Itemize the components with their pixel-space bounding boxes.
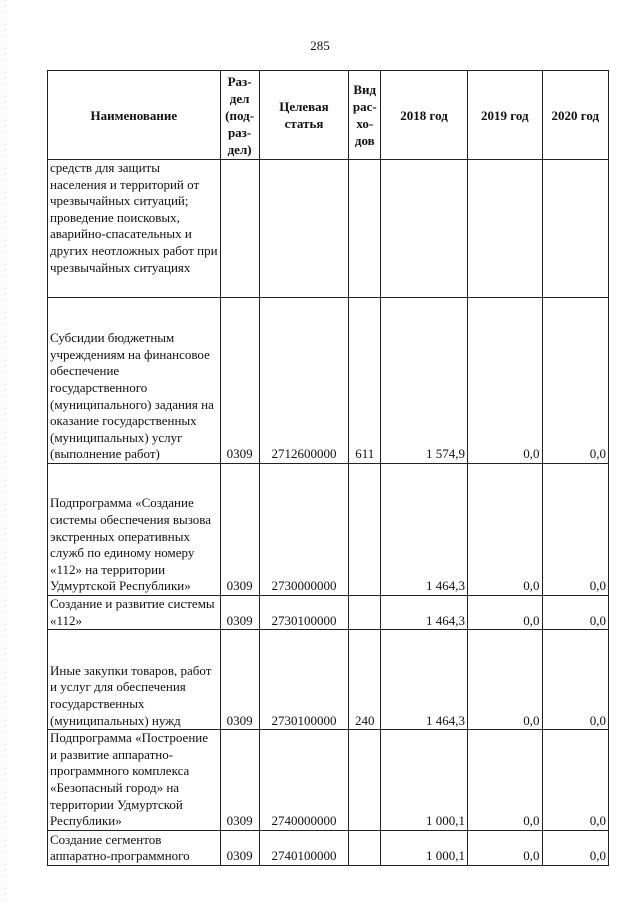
row-2018: 1 464,3 — [381, 464, 468, 596]
row-expense-type — [349, 830, 381, 865]
binding-edge-dots — [5, 0, 6, 905]
row-2019: 0,0 — [467, 298, 542, 464]
table-header-row — [48, 71, 609, 160]
table-row — [48, 830, 609, 865]
row-2019: 0,0 — [467, 464, 542, 596]
row-expense-type — [349, 730, 381, 831]
table-row — [48, 596, 609, 630]
row-2020: 0,0 — [542, 730, 608, 831]
row-name: средств для защиты населения и территорий от чрезвычайных ситуаций; проведение поисковых, аварийно-спасательных и других неотложных работ при чрезвычайных ситуациях — [48, 160, 221, 298]
table-body — [48, 160, 609, 866]
row-article: 2730100000 — [259, 596, 349, 630]
row-article: 2712600000 — [259, 298, 349, 464]
header-2018: 2018 год — [381, 71, 468, 160]
row-expense-type — [349, 464, 381, 596]
row-2020: 0,0 — [542, 298, 608, 464]
row-2018 — [381, 160, 468, 298]
row-expense-type — [349, 160, 381, 298]
header-2020: 2020 год — [542, 71, 608, 160]
row-article: 2740100000 — [259, 830, 349, 865]
row-2020: 0,0 — [542, 464, 608, 596]
budget-table — [47, 70, 609, 866]
row-name: Подпрограмма «Создание системы обеспечения вызова экстренных оперативных служб по единому номеру «112» на территории Удмуртской Республики» — [48, 464, 221, 596]
row-2018: 1 464,3 — [381, 596, 468, 630]
row-2019 — [467, 160, 542, 298]
row-2019: 0,0 — [467, 596, 542, 630]
row-2019: 0,0 — [467, 730, 542, 831]
header-article: Целевая статья — [259, 71, 349, 160]
row-2020: 0,0 — [542, 596, 608, 630]
row-2019: 0,0 — [467, 630, 542, 730]
row-2020: 0,0 — [542, 630, 608, 730]
header-name: Наименование — [48, 71, 221, 160]
table-row — [48, 630, 609, 730]
row-section: 0309 — [220, 630, 259, 730]
page-number: 285 — [310, 38, 330, 53]
row-name: Субсидии бюджетным учреждениям на финансовое обеспечение государственного (муниципального) задания на оказание государственных (муниципальных) услуг (выполнение работ) — [48, 298, 221, 464]
row-2019: 0,0 — [467, 830, 542, 865]
row-name: Создание сегментов аппаратно-программного — [48, 830, 221, 865]
header-2019: 2019 год — [467, 71, 542, 160]
row-2018: 1 464,3 — [381, 630, 468, 730]
row-name: Иные закупки товаров, работ и услуг для обеспечения государственных (муниципальных) нужд — [48, 630, 221, 730]
row-2018: 1 574,9 — [381, 298, 468, 464]
row-article: 2730100000 — [259, 630, 349, 730]
row-article: 2740000000 — [259, 730, 349, 831]
table-row — [48, 730, 609, 831]
header-expense-type: Вид рас- хо- дов — [349, 71, 381, 160]
row-2020: 0,0 — [542, 830, 608, 865]
row-2018: 1 000,1 — [381, 730, 468, 831]
row-2018: 1 000,1 — [381, 830, 468, 865]
header-section: Раз- дел (под- раз- дел) — [220, 71, 259, 160]
row-name: Создание и развитие системы «112» — [48, 596, 221, 630]
row-article — [259, 160, 349, 298]
row-section: 0309 — [220, 730, 259, 831]
row-section: 0309 — [220, 596, 259, 630]
row-article: 2730000000 — [259, 464, 349, 596]
table-row — [48, 464, 609, 596]
row-section: 0309 — [220, 298, 259, 464]
row-section: 0309 — [220, 830, 259, 865]
row-section: 0309 — [220, 464, 259, 596]
table-row — [48, 160, 609, 298]
row-expense-type — [349, 596, 381, 630]
row-name: Подпрограмма «Построение и развитие аппаратно-программного комплекса «Безопасный город» на территории Удмуртской Республики» — [48, 730, 221, 831]
row-expense-type: 611 — [349, 298, 381, 464]
row-expense-type: 240 — [349, 630, 381, 730]
row-2020 — [542, 160, 608, 298]
row-section — [220, 160, 259, 298]
table-row — [48, 298, 609, 464]
